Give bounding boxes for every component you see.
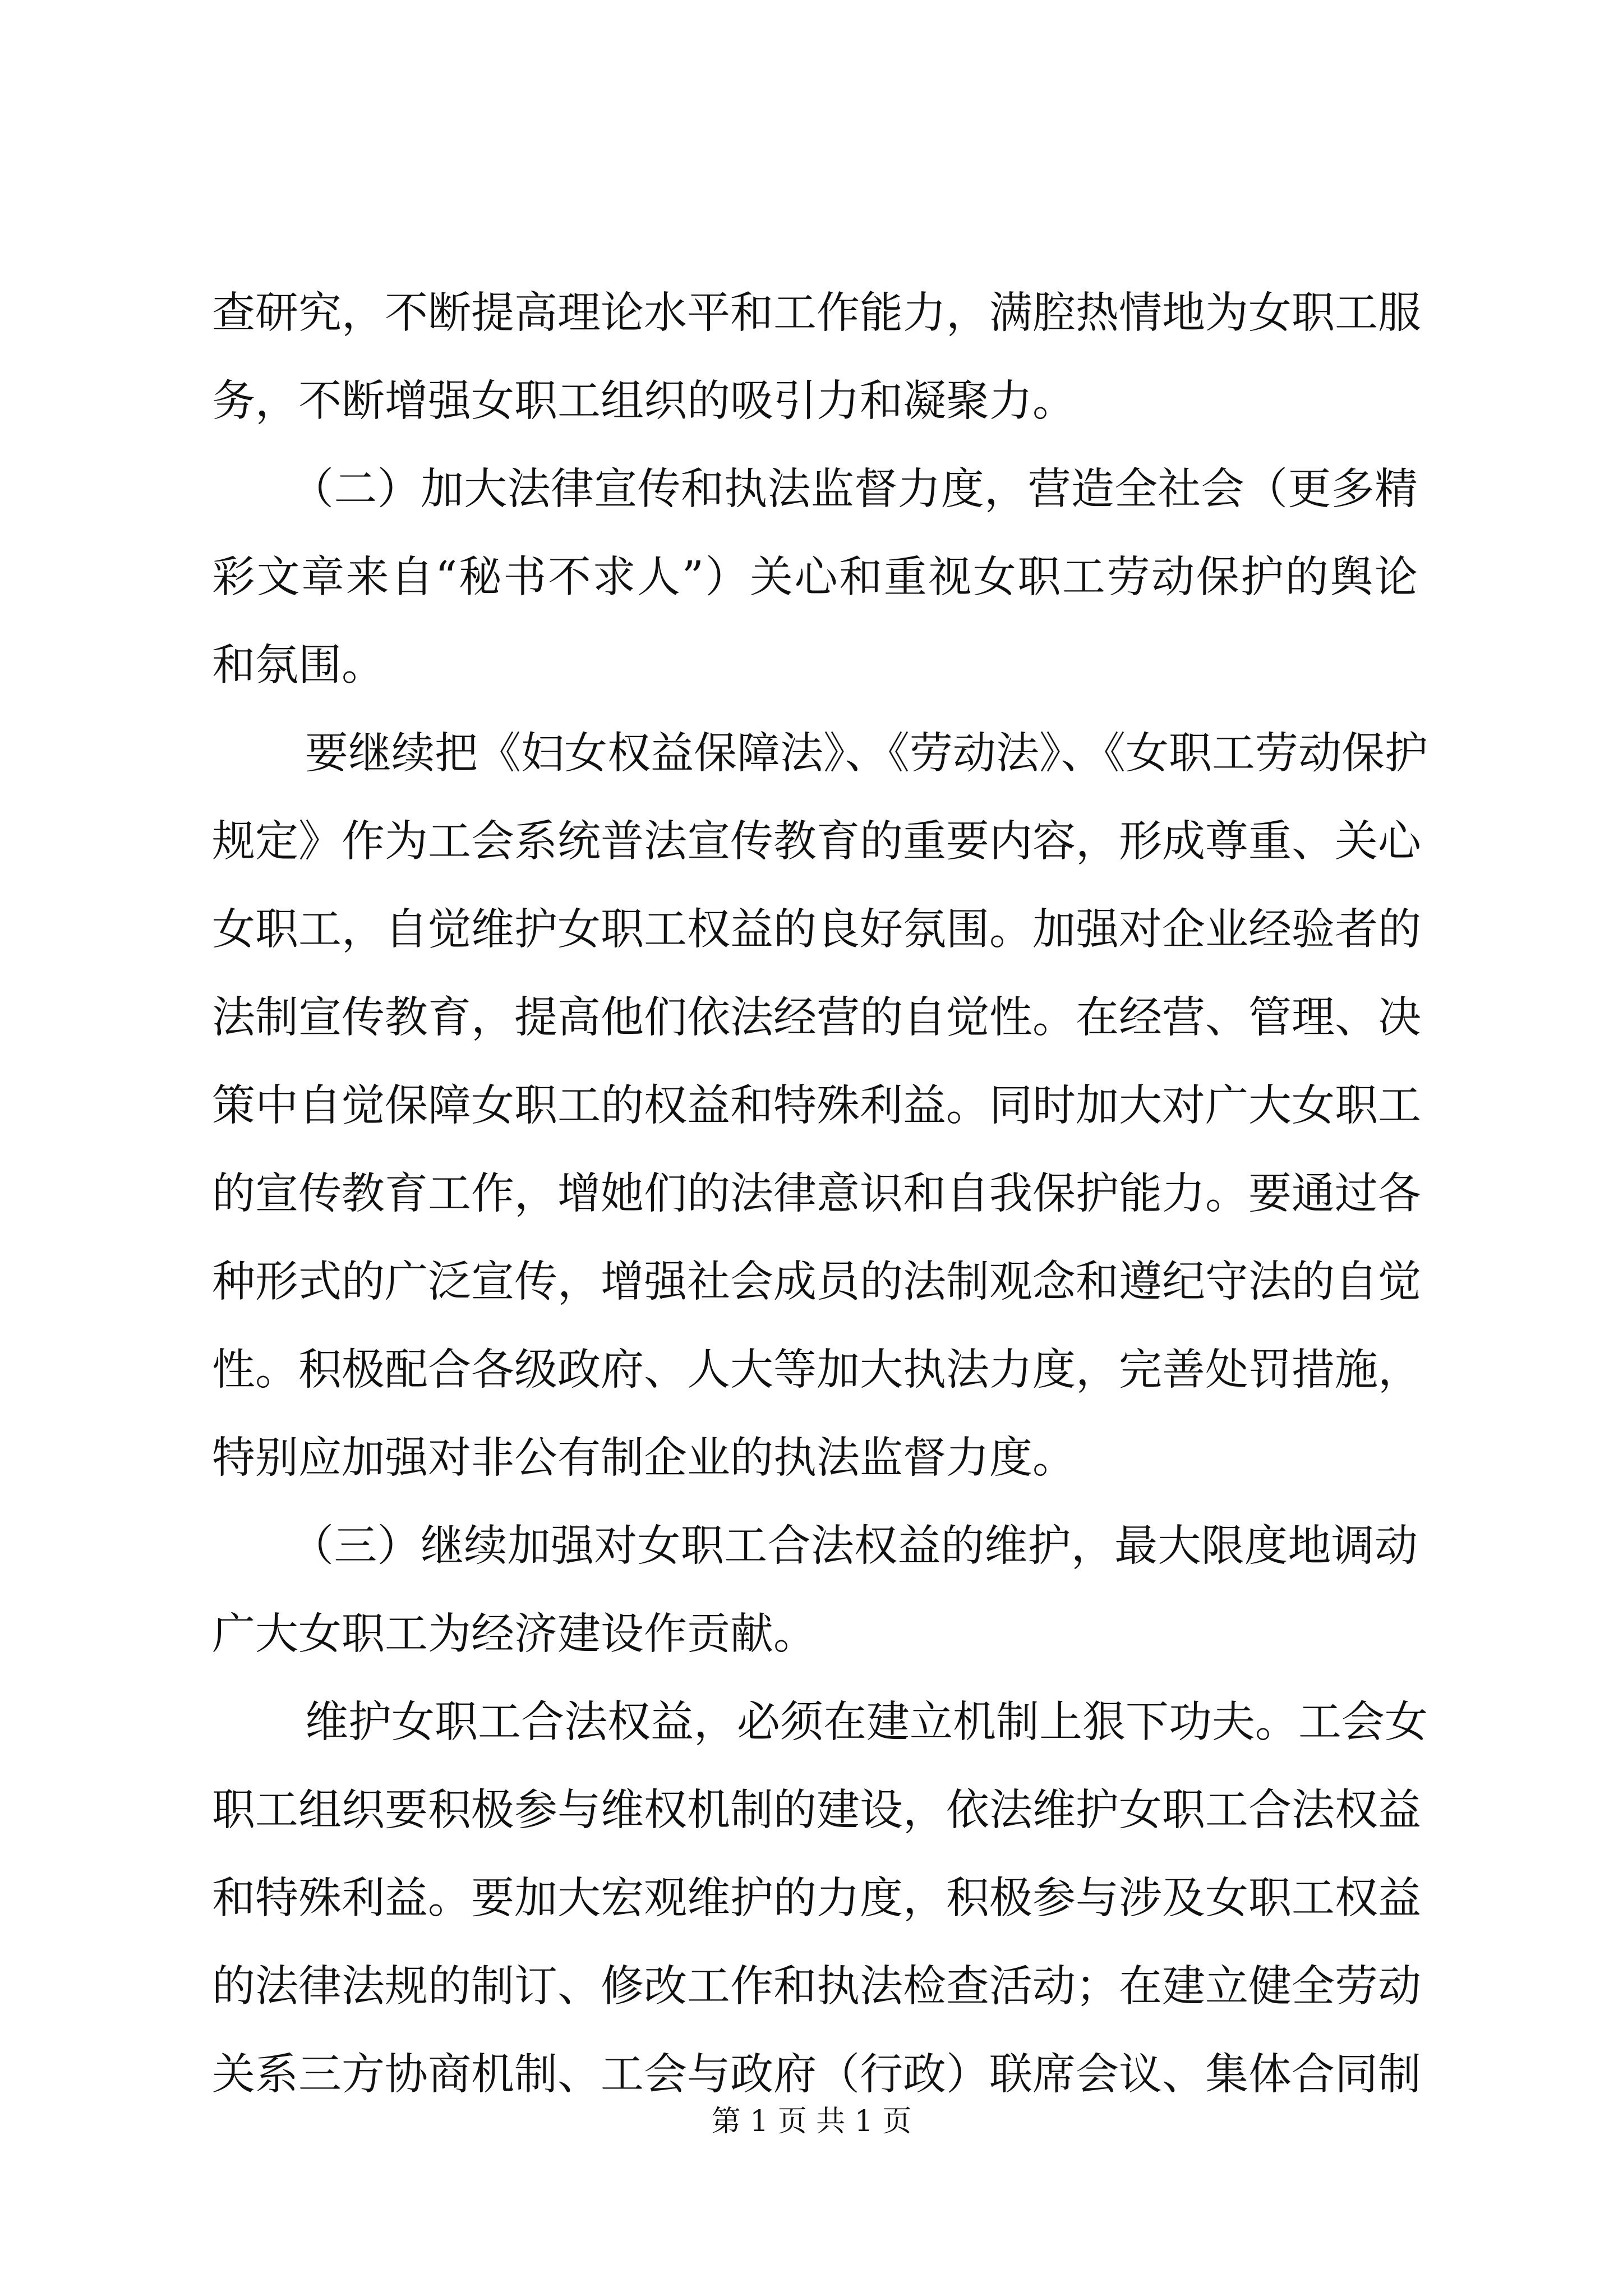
section-heading-line: （二）加大法律宣传和执法监督力度，营造全社会（更多精 <box>291 464 1418 514</box>
text-line: 职工组织要积极参与维权机制的建设，依法维护女职工合法权益 <box>212 1786 1421 1835</box>
section-heading-line: 彩文章来自“秘书不求人”）关心和重视女职工劳动保护的舆论 <box>212 553 1418 602</box>
text-line: 女职工，自觉维护女职工权益的良好氛围。加强对企业经验者的 <box>212 905 1421 955</box>
document-body <box>212 288 1428 2141</box>
text-line: 的宣传教育工作，增她们的法律意识和自我保护能力。要通过各 <box>212 1169 1421 1219</box>
section-heading-line: （三）继续加强对女职工合法权益的维护，最大限度地调动 <box>291 1521 1418 1571</box>
text-line: 维护女职工合法权益，必须在建立机制上狠下功夫。工会女 <box>305 1697 1428 1747</box>
page-number-footer: 第 1 页 共 1 页 <box>711 2105 912 2138</box>
text-line: 查研究，不断提高理论水平和工作能力，满腔热情地为女职工服 <box>212 288 1421 338</box>
text-line: 法制宣传教育，提高他们依法经营的自觉性。在经营、管理、决 <box>212 993 1421 1043</box>
text-line: 性。积极配合各级政府、人大等加大执法力度，完善处罚措施， <box>212 1345 1421 1395</box>
text-line: 策中自觉保障女职工的权益和特殊利益。同时加大对广大女职工 <box>212 1081 1421 1131</box>
section-heading-line: 和氛围。 <box>212 641 385 691</box>
text-line: 要继续把《妇女权益保障法》、《劳动法》、《女职工劳动保护 <box>305 729 1428 779</box>
text-line: 和特殊利益。要加大宏观维护的力度，积极参与涉及女职工权益 <box>212 1874 1421 1924</box>
text-line: 规定》作为工会系统普法宣传教育的重要内容，形成尊重、关心 <box>212 817 1421 867</box>
text-line: 务，不断增强女职工组织的吸引力和凝聚力。 <box>212 376 1076 426</box>
text-line: 关系三方协商机制、工会与政府（行政）联席会议、集体合同制 <box>212 2050 1421 2100</box>
text-line: 的法律法规的制订、修改工作和执法检查活动；在建立健全劳动 <box>212 1962 1421 2012</box>
text-line: 种形式的广泛宣传，增强社会成员的法制观念和遵纪守法的自觉 <box>212 1257 1421 1307</box>
section-heading-line: 广大女职工为经济建设作贡献。 <box>212 1609 817 1659</box>
text-line: 特别应加强对非公有制企业的执法监督力度。 <box>212 1433 1076 1483</box>
